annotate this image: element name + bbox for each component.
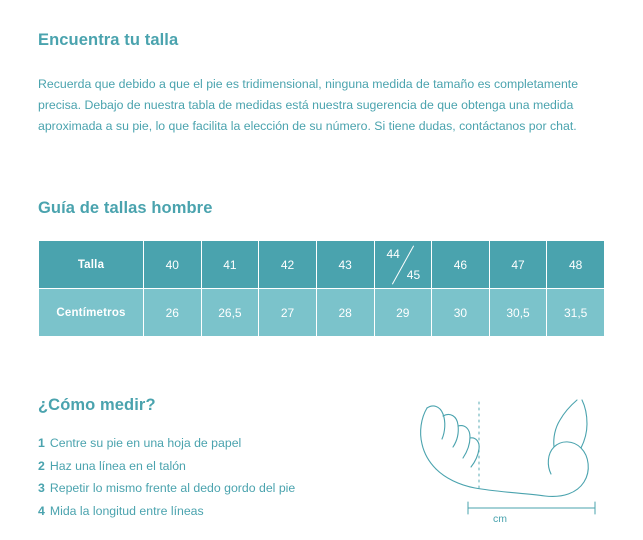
step-text: Centre su pie en una hoja de papel [49, 436, 242, 450]
step-text: Repetir lo mismo frente al dedo gordo del pie [49, 481, 296, 495]
cm-cell-7: 30,5 [489, 289, 547, 337]
size-chart-table [38, 240, 605, 337]
measure-steps-list [38, 432, 398, 522]
size-cell-41: 41 [201, 241, 259, 289]
cm-cell-3: 27 [259, 289, 317, 337]
size-cell-42: 42 [259, 241, 317, 289]
list-item [38, 455, 398, 478]
step-number: 1 [38, 436, 45, 450]
size-cell-47: 47 [489, 241, 547, 289]
list-item [38, 432, 398, 455]
how-to-measure-title: ¿Cómo medir? [38, 396, 156, 414]
measurement-unit-caption: cm [493, 513, 507, 525]
row-header-centimeters: Centímetros [39, 289, 144, 337]
cm-cell-2: 26,5 [201, 289, 259, 337]
size-cell-44-45 [374, 241, 432, 289]
size-cell-46: 46 [432, 241, 490, 289]
list-item [38, 477, 398, 500]
foot-measurement-illustration [405, 392, 610, 527]
table-row-sizes [39, 241, 605, 289]
cm-cell-8: 31,5 [547, 289, 605, 337]
row-header-size: Talla [39, 241, 144, 289]
size-cell-48: 48 [547, 241, 605, 289]
cm-cell-5: 29 [374, 289, 432, 337]
table-row-centimeters [39, 289, 605, 337]
page-title: Encuentra tu talla [38, 31, 179, 49]
intro-paragraph: Recuerda que debido a que el pie es tridimensional, ninguna medida de tamaño es completamente precisa. Debajo de nuestra tabla de medidas está nuestra sugerencia de que obtenga una medida aproximada a su pie, lo que facilita la elección de su número. Si tiene dudas, contáctanos por chat. [38, 77, 579, 134]
cm-cell-1: 26 [144, 289, 202, 337]
cm-cell-4: 28 [316, 289, 374, 337]
step-text: Haz una línea en el talón [49, 458, 186, 473]
cm-cell-6: 30 [432, 289, 490, 337]
step-number: 2 [38, 458, 45, 473]
step-text: Mida la longitud entre líneas [49, 503, 204, 518]
step-number: 3 [38, 481, 45, 495]
size-cell-43: 43 [316, 241, 374, 289]
step-number: 4 [38, 503, 45, 518]
size-cell-40: 40 [144, 241, 202, 289]
list-item [38, 500, 398, 523]
sizing-chart-title: Guía de tallas hombre [38, 199, 213, 217]
size-cell-44-label: 44 [386, 247, 400, 261]
size-cell-45-label: 45 [406, 268, 421, 282]
